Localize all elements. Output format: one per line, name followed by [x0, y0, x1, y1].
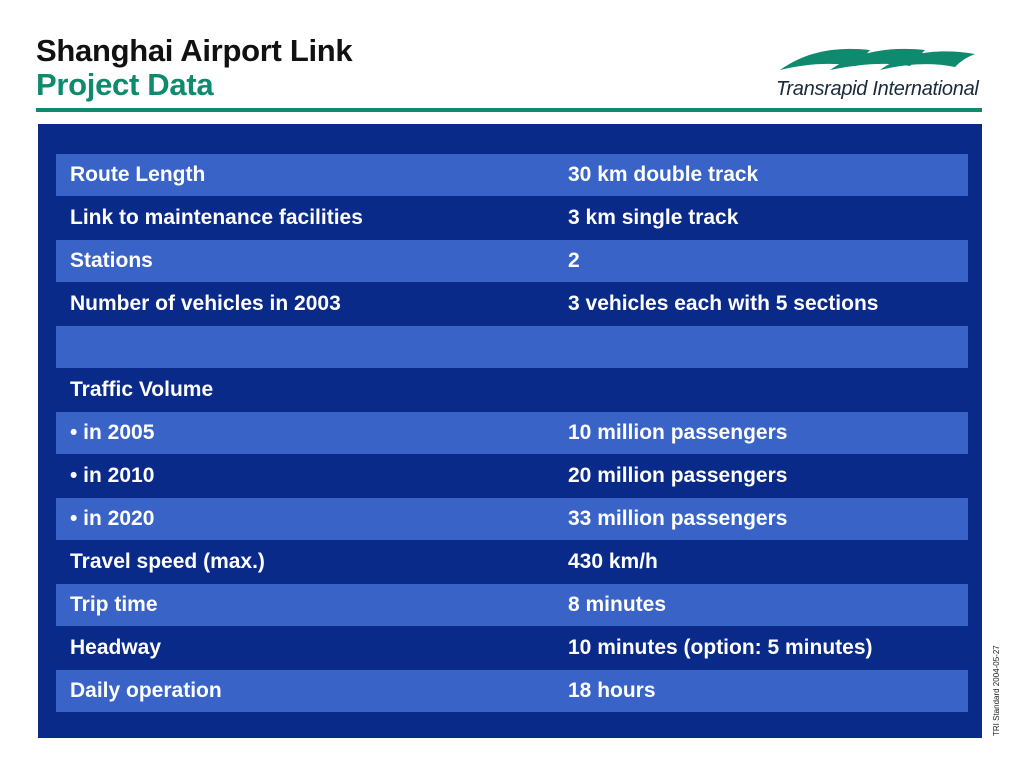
row-label: Stations: [70, 249, 153, 272]
row-value: 3 vehicles each with 5 sections: [568, 292, 879, 315]
row-label: Number of vehicles in 2003: [70, 292, 341, 315]
page-title: Shanghai Airport Link: [36, 33, 353, 68]
table-row: [56, 412, 968, 454]
row-value: 20 million passengers: [568, 464, 788, 487]
table-row: [56, 326, 968, 368]
table-row: [56, 197, 968, 239]
page-subtitle: Project Data: [36, 67, 214, 102]
row-value: 18 hours: [568, 679, 656, 702]
row-label: Daily operation: [70, 679, 222, 702]
row-label: Trip time: [70, 593, 158, 616]
table-row: [56, 240, 968, 282]
row-value: 30 km double track: [568, 163, 759, 186]
row-value: 3 km single track: [568, 206, 739, 229]
table-row: [56, 627, 968, 669]
row-value: 430 km/h: [568, 550, 658, 573]
project-data-table: [56, 154, 968, 713]
row-value: 33 million passengers: [568, 507, 788, 530]
row-label: Headway: [70, 636, 162, 659]
table-row: [56, 455, 968, 497]
table-row: [56, 498, 968, 540]
table-row: [56, 584, 968, 626]
row-label: • in 2010: [70, 464, 155, 487]
row-label: • in 2005: [70, 421, 155, 444]
row-label: Travel speed (max.): [70, 550, 265, 573]
title-block: [36, 34, 352, 102]
row-label: Traffic Volume: [70, 378, 214, 401]
row-value: 8 minutes: [568, 593, 667, 616]
row-value: 10 million passengers: [568, 421, 788, 444]
title-divider: [36, 108, 982, 112]
table-row: [56, 670, 968, 712]
logo-text: Transrapid International: [776, 78, 979, 100]
table-row: [56, 369, 968, 411]
row-value: 10 minutes (option: 5 minutes): [568, 636, 873, 659]
table-row: [56, 541, 968, 583]
side-note: TRI Standard 2004-05-27: [992, 645, 1001, 736]
row-value: 2: [568, 249, 580, 272]
row-label: • in 2020: [70, 507, 155, 530]
row-label: Route Length: [70, 163, 206, 186]
row-label: Link to maintenance facilities: [70, 206, 363, 229]
table-row: [56, 154, 968, 196]
table-row: [56, 283, 968, 325]
